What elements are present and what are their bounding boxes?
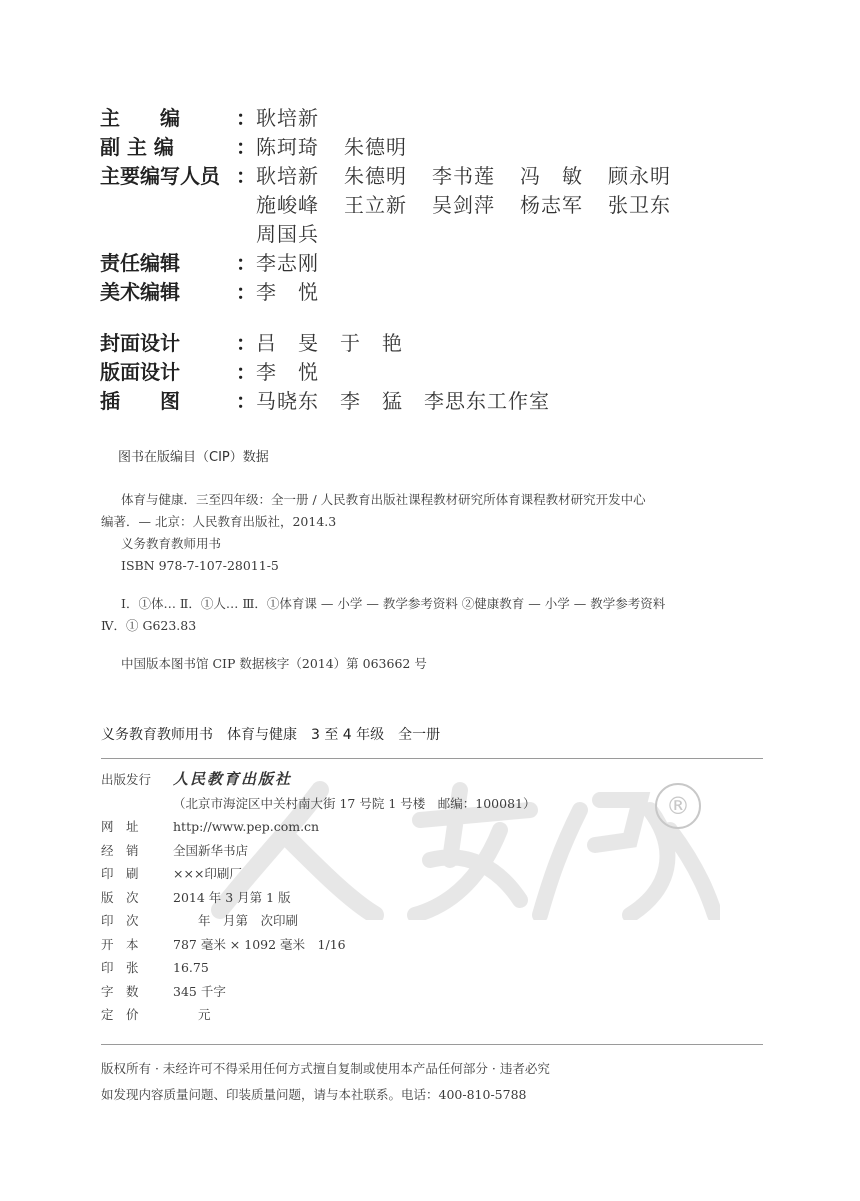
person-name: 张卫东 [608,193,671,217]
credits-block [100,104,696,416]
pub-value: 元 [173,1007,211,1022]
person-name: 吴剑萍 [432,193,495,217]
person-name: 施峻峰 [256,193,319,217]
divider [101,758,763,759]
credit-row-responsible-editor [100,249,696,278]
cip-classification: Ⅳ．① G623.83 [101,618,197,633]
cip-line: 义务教育教师用书 [121,536,222,551]
credit-row-cover-design [100,329,696,358]
pub-row-printer [101,862,535,886]
pub-row-price [101,1003,535,1027]
credit-row-chief-editor [100,104,696,133]
cip-isbn: ISBN 978-7-107-28011-5 [121,558,279,573]
footer-notice [101,1056,550,1108]
credit-names [256,358,696,387]
publisher-name: 人民教育出版社 [173,770,293,788]
pub-label: 印 张 [101,960,139,975]
credit-label: 主 编 ： [100,106,256,130]
pub-row-edition [101,886,535,910]
person-name: 吕 旻 于 艳 [256,331,403,355]
pub-label: 经 销 [101,842,139,858]
credit-label: 副 主 编 ： [100,135,256,159]
website-link: http://www.pep.com.cn [173,819,320,834]
pub-label: 定 价 [101,1007,139,1022]
publication-info [101,768,535,1027]
credit-label: 封面设计 ： [100,331,256,355]
series-title: 义务教育教师用书 体育与健康 3 至 4 年级 全一册 [101,727,441,743]
pub-label: 印 刷 [101,866,139,881]
pub-value: 16.75 [173,960,209,975]
person-name: 朱德明 [344,164,407,188]
credit-names [256,278,696,307]
pub-value: 2014 年 3 月第 1 版 [173,889,291,905]
publisher-row [101,768,535,792]
credit-label: 责任编辑 ： [100,251,256,275]
pub-label: 网 址 [101,819,139,834]
person-name: 耿培新 [256,106,319,130]
credit-label: 插 图 ： [100,389,256,413]
pub-label: 印 次 [101,913,139,928]
credit-names [256,387,696,416]
cip-title: 图书在版编目（CIP）数据 [118,450,269,465]
credit-row-illustration [100,387,696,416]
pub-label: 版 次 [101,889,139,905]
copyright-notice: 版权所有 · 未经许可不得采用任何方式擅自复制或使用本产品任何部分 · 违者必究 [101,1061,550,1076]
pub-row-word-count [101,980,535,1004]
cip-line: 体育与健康．三至四年级：全一册 / 人民教育出版社课程教材研究所体育课程教材研究开发中心 [121,492,646,507]
pub-label: 字 数 [101,983,139,999]
credit-row-deputy-editor [100,133,696,162]
person-name: 李 悦 [256,360,319,384]
contact-notice: 如发现内容质量问题、印装质量问题，请与本社联系。电话：400-810-5788 [101,1087,527,1102]
registered-mark-icon: ® [655,783,701,829]
divider [101,1044,763,1045]
pub-label: 开 本 [101,936,139,952]
pub-value: 年 月第 次印刷 [173,913,299,928]
person-name: 李书莲 [432,164,495,188]
pub-label: 出版发行 [101,772,152,787]
credit-row-main-writers [100,162,696,249]
pub-value: ×××印刷厂 [173,866,242,881]
credit-names [256,162,696,249]
cip-classification: Ⅰ．①体… Ⅱ．①人… Ⅲ．①体育课 — 小学 — 教学参考资料 ②健康教育 — 小学 — 教学参考资料 [121,596,666,611]
person-name: 陈珂琦 [256,135,319,159]
cip-record-number: 中国版本图书馆 CIP 数据核字（2014）第 063662 号 [121,656,427,671]
person-name: 朱德明 [344,135,407,159]
person-name: 李志刚 [256,251,319,275]
pub-row-website [101,815,535,839]
credit-names [256,249,696,278]
pub-value: 全国新华书店 [173,842,249,858]
publisher-address: （北京市海淀区中关村南大街 17 号院 1 号楼 邮编：100081） [173,795,536,811]
pub-row-sheets [101,956,535,980]
person-name: 李 悦 [256,280,319,304]
credit-row-art-editor [100,278,696,307]
person-name: 杨志军 [520,193,583,217]
cip-data-block [101,489,761,675]
credit-names [256,133,696,162]
person-name: 王立新 [344,193,407,217]
pub-row-format [101,933,535,957]
pub-value: 345 千字 [173,983,226,999]
person-name: 耿培新 [256,164,319,188]
credit-label: 美术编辑 ： [100,280,256,304]
person-name: 周国兵 [256,222,319,246]
person-name: 马晓东 李 猛 李思东工作室 [256,389,550,413]
credit-label: 主要编写人员 ： [100,164,256,188]
cip-line: 编著．— 北京：人民教育出版社，2014.3 [101,514,337,529]
pub-row-distributor [101,839,535,863]
credit-names [256,329,696,358]
address-row [101,792,535,816]
credit-row-layout-design [100,358,696,387]
person-name: 冯 敏 [520,164,583,188]
person-name: 顾永明 [608,164,671,188]
pub-value: 787 毫米 × 1092 毫米 1/16 [173,936,346,952]
pub-row-printing [101,909,535,933]
credit-label: 版面设计 ： [100,360,256,384]
credit-names [256,104,696,133]
